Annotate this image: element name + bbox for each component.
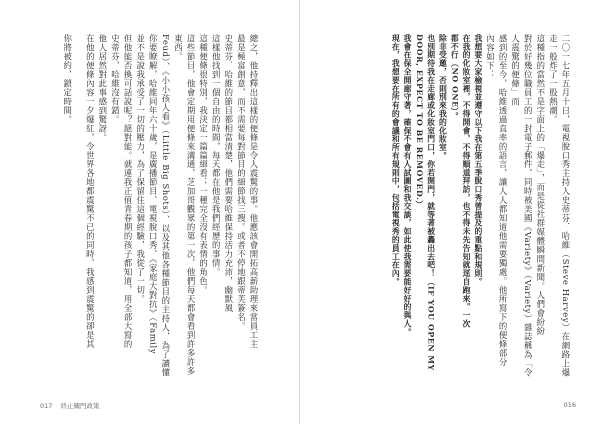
text-line: 現在，我想要在所有的會議和所有規則中，包括電視秀的員工在內。 — [391, 34, 401, 286]
text-line: Feud）、《小小孩人看》（Little Big Shots）、以及其他各種節目的主持人，為了讀懂 — [160, 34, 171, 377]
text-line: 我想要大家檢視並遵守以下我在第五季脫口秀曾提及的重點和規則。 — [473, 34, 483, 286]
right-page — [300, 0, 600, 424]
text-line: 最是極富創意，而不需要每對節目的細節找三搜。或者不停地跟蒂芙簽名。 — [236, 34, 247, 331]
text-line: 內容如下： — [485, 34, 496, 79]
text-line: 你要瞭解，哈維同年六十歲，是廣播節目、電視脫口秀、《家庭大對抗》（Family — [148, 34, 159, 355]
text-line: 史蒂芬，哈維沒有錯。 — [110, 34, 121, 124]
text-line: 他人居然對此事感到驚訝。 — [97, 34, 108, 142]
right-page-footer — [564, 401, 582, 409]
right-page-body — [322, 34, 572, 379]
left-running-title: 終止關門政策 — [60, 402, 100, 410]
text-line: 都不行（NO ONE）。 — [450, 34, 460, 121]
text-line: 除非受邀，否則別來我的化妝室。 — [438, 34, 448, 160]
text-line: 在我的化妝室裡，不得開會，不得順道拜訪，也不得未先告知就逕自跑來。一次 — [462, 34, 472, 328]
text-line: 走一般炸了一股熱潮。 — [548, 34, 559, 124]
text-line: 你將被約，鎖定時間。 — [62, 34, 73, 124]
text-line: 這樣他找到一個自由的時間，每天都在他是我們經歷的事情。 — [211, 34, 222, 277]
text-line: 我會在保全開廊守著，確保不會有人試圖和我交談，如此使我需要能好好的與人。 — [403, 34, 413, 337]
left-page-footer — [40, 401, 100, 410]
text-line: DOOR, EXPECT TO BE REMOVED.） — [414, 34, 424, 209]
right-page-number: 016 — [563, 401, 576, 409]
text-line: 史蒂芬．哈維的節目都相當清楚，他們需要哈維保持活力充沛，幽默風 — [223, 34, 234, 313]
text-line: 二〇一七年五月十日，電視脫口秀主持人史蒂芬．哈維（Steve Harvey）在網路上爆 — [561, 34, 571, 378]
text-line: 這種指的當然不是字面上的「爆走」，而是從社群媒體瞬間新聞。人們會紛紛 — [535, 34, 546, 336]
text-line: 感到的至今，哈維透過直率的語言，讓人人都知道他需要獨處。他所寫下的便條部分 — [498, 34, 509, 367]
text-line: 這種便條很特別，我決定一篇篇細看；一種完全沒有表情的角色。 — [198, 34, 209, 295]
text-line: 也別期待我在走廊或化妝室門口，你若開門，就等著被轟出去吧！（IF YOU OPEN MY — [426, 34, 436, 371]
left-page-number: 017 — [40, 402, 53, 410]
text-line: 對於好幾位職員工的一封電子郵件，同時被美國《Variety》（Variety）雜誌稱為「令人震驚的便條」而 — [510, 34, 534, 377]
left-page-body — [38, 34, 260, 379]
text-line: 這些節目，他會定期用便條來溝通，芝加哥觀眾的第一次，他們每天都會看到許多許多東西。 — [173, 34, 197, 376]
text-line: 但他能否換可話說呢？絕對能。就連我正值青春期的孩子都知道，用全部大寫的 — [123, 34, 134, 349]
text-line: 總之，他持釋出這樣的便條是令人震驚的事。他應該會開拓高薪助理來當員工主 — [249, 34, 259, 349]
text-line: 在他的便條內容一夕爆紅，令世界各地都震驚不已的同時，我感到震驚的卻是其 — [85, 34, 96, 349]
text-line: 並不是說我承受了一切的壓力，為了保留住這個經驗，我從了一切。 — [135, 34, 146, 304]
